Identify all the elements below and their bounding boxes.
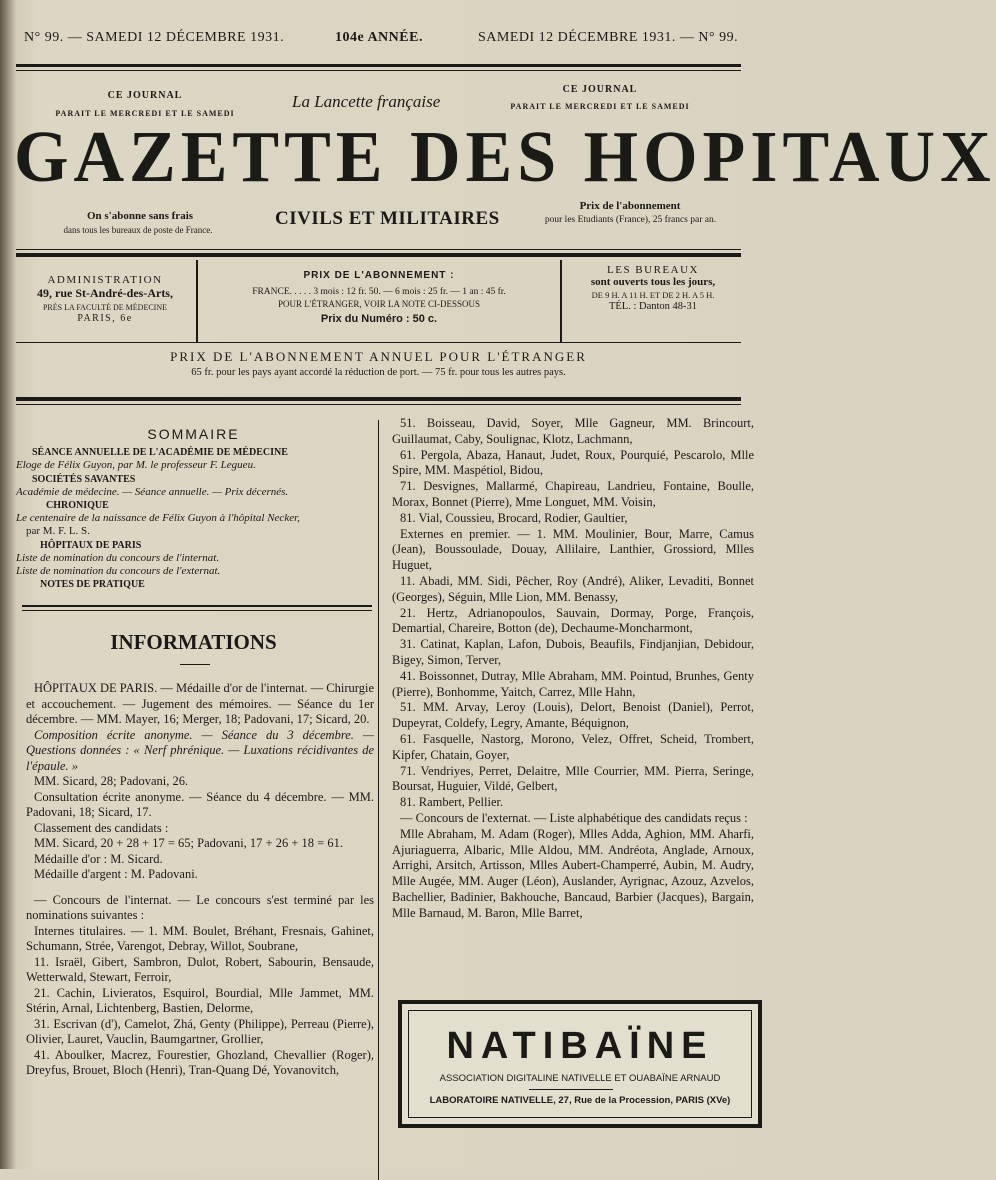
etranger-line: 65 fr. pour les pays ayant accordé la réduction de port. — 75 fr. pour tous les autres pays. (191, 367, 566, 378)
box-divider-1 (196, 260, 198, 342)
sommaire-rule (22, 605, 372, 607)
sommaire-l5: CHRONIQUE (46, 500, 109, 512)
issue-line-right: SAMEDI 12 DÉCEMBRE 1931. — N° 99. (478, 30, 739, 45)
masthead-title: GAZETTE DES HOPITAUX (14, 117, 996, 198)
info-right-14: Mlle Abraham, M. Adam (Roger), Mlles Adda, Aghion, MM. Aharfi, Ajuriaguerra, Albaric, Mlle Aldou, MM. Andréota, Anglade, Arnoux, Arrighi, Arsitch, Artisson, Mlles Aubert-Champerré, Aubin, M. Audry, Mlle Augée, MM. Auger (Léon), Auslander, Ayrignac, Azouz, Azvelos, Bachellier, Badinier, Bakhouche, Bancaud, Barbier (Jacques), Bargain, Mlle Barnaud, M. Baron, Mlle Barret, (392, 826, 754, 920)
info-right-3: 81. Vial, Coussieu, Brocard, Rodier, Gaultier, (400, 510, 628, 525)
prix-label: Prix de l'abonnement (579, 200, 681, 212)
info-left-8: — Concours de l'internat. — Le concours s'est terminé par les nominations suivantes : (26, 892, 374, 922)
info-right-10: 61. Fasquelle, Nastorg, Morono, Velez, Offret, Scheid, Trombert, Kipfer, Chatain, Goyer, (392, 731, 754, 762)
admin-line-4: PARIS, 6e (77, 313, 133, 324)
bureaux-line-4: TÉL. : Danton 48-31 (608, 301, 698, 312)
info-left-0: HÔPITAUX DE PARIS. — Médaille d'or de l'internat. — Chirurgie et accouchement. — Jugement des mémoires. — Séance du 1er décembre. — MM. Mayer, 16; Merger, 18; Padovani, 17; Sicard, 20. (26, 681, 374, 726)
bureaux-line-2: sont ouverts tous les jours, (590, 276, 716, 288)
right-notice-2: PARAIT LE MERCREDI ET LE SAMEDI (510, 102, 690, 111)
etranger-rule (16, 397, 741, 401)
info-right-1: 61. Pergola, Abaza, Hanaut, Judet, Roux, Pourquié, Pescarolo, Mlle Spire, MM. Maspétiol, Bidou, (392, 447, 754, 478)
info-right-11: 71. Vendriyes, Perret, Delaitre, Mlle Courrier, MM. Pierra, Seringe, Boursat, Huguier, Vildé, Gelbert, (392, 763, 754, 794)
info-right-2: 71. Desvignes, Mallarmé, Chapireau, Landrieu, Fontaine, Boulle, Morax, Bonnet (Pierre), Mme Longuet, MM. Voisin, (392, 479, 754, 509)
info-left-1: Composition écrite anonyme. — Séance du 3 décembre. — Questions données : « Nerf phrénique. — Luxations récidivantes de l'épaule. » (26, 727, 374, 773)
info-right-4: Externes en premier. — 1. MM. Moulinier, Bour, Marre, Camus (Jean), Boussoulade, Douay, Allilaire, Lanthier, Grossiord, Mlles Huguet, (392, 526, 754, 573)
info-left-3: Consultation écrite anonyme. — Séance du 4 décembre. — MM. Padovani, 18; Sicard, 17. (26, 789, 374, 819)
etranger-rule-thin (16, 404, 741, 405)
prix-etranger-note: POUR L'ÉTRANGER, VOIR LA NOTE CI-DESSOUS (278, 299, 480, 309)
advert-line-2: LABORATOIRE NATIVELLE, 27, Rue de la Procession, PARIS (XVe) (429, 1095, 731, 1106)
info-right-7: 31. Catinat, Kaplan, Lafon, Dubois, Beaufils, Findjanjian, Debidour, Bigey, Simon, Terver, (392, 637, 754, 667)
sommaire-l11: NOTES DE PRATIQUE (40, 579, 145, 591)
box-rule (16, 342, 741, 343)
info-right-9: 51. MM. Arvay, Leroy (Louis), Delort, Benoist (Daniel), Perrot, Dupeyrat, Coldefy, Legry, Amante, Béquignon, (392, 700, 754, 731)
issue-year: 104e ANNÉE. (335, 30, 423, 45)
top-rule (16, 64, 741, 67)
sommaire-l1: SÉANCE ANNUELLE DE L'ACADÉMIE DE MÉDECINE (32, 447, 288, 459)
info-left-13: 41. Aboulker, Macrez, Fourestier, Ghozland, Chevallier (Roger), Dreyfus, Brouet, Bloch (Henri), Tran-Quang Dé, Yovanovitch, (26, 1047, 374, 1077)
header-subtitle: La Lancette française (292, 92, 441, 111)
sommaire-l4: Académie de médecine. — Séance annuelle. — Prix décernés. (16, 485, 289, 498)
top-rule-thin (16, 70, 741, 71)
abonne-line-1: On s'abonne sans frais (86, 210, 194, 222)
prix-box (200, 262, 558, 340)
bureaux-box (564, 262, 742, 340)
informations-title: INFORMATIONS (110, 630, 277, 654)
admin-line-3: PRÈS LA FACULTÉ DE MÉDECINE (42, 303, 167, 312)
sommaire-title: SOMMAIRE (147, 426, 240, 442)
admin-line-1: ADMINISTRATION (47, 274, 163, 286)
box-divider-2 (560, 260, 562, 342)
info-right-6: 21. Hertz, Adrianopoulos, Sauvain, Dormay, Porge, François, Demartial, Chareire, Botton (de), Dechaume-Moncharmont, (392, 605, 754, 636)
header-rule-thin (16, 249, 741, 250)
info-left-10: 11. Israël, Gibert, Sambron, Dulot, Robert, Sabourin, Bensaude, Wetterwald, Stewart, Ferroir, (26, 954, 374, 984)
sommaire-l6: Le centenaire de la naissance de Félix Guyon à l'hôpital Necker, (16, 512, 300, 525)
bureaux-line-1: LES BUREAUX (607, 264, 699, 276)
issue-line-left: N° 99. — SAMEDI 12 DÉCEMBRE 1931. (24, 30, 285, 45)
bureaux-line-3: DE 9 H. A 11 H. ET DE 2 H. A 5 H. (591, 290, 715, 300)
informations-left-column (26, 681, 374, 1079)
info-right-13: — Concours de l'externat. — Liste alphabétique des candidats reçus : (400, 810, 748, 825)
info-left-11: 21. Cachin, Livieratos, Esquirol, Bourdial, Mlle Jammet, MM. Stérin, Arnal, Lichtenberg, Bastien, Delorme, (26, 985, 374, 1015)
info-right-0: 51. Boisseau, David, Soyer, Mlle Gagneur, MM. Brincourt, Guillaumat, Caby, Soulignac, Klotz, Lachmann, (392, 416, 754, 446)
admin-line-2: 49, rue St-André-des-Arts, (37, 286, 173, 300)
sommaire-rule-thin (22, 610, 372, 611)
etranger-title: PRIX DE L'ABONNEMENT ANNUEL POUR L'ÉTRANGER (170, 349, 587, 364)
left-notice-2: PARAIT LE MERCREDI ET LE SAMEDI (55, 109, 235, 118)
abonne-line-2: dans tous les bureaux de poste de France. (63, 225, 213, 235)
sommaire-l10: Liste de nomination du concours de l'externat. (16, 565, 221, 578)
info-right-8: 41. Boissonnet, Dutray, Mlle Abraham, MM. Pointud, Brunhes, Genty (Pierre), Bonhomme, Yaitch, Carrez, Mlle Hahn, (392, 668, 754, 699)
sommaire-l8: HÔPITAUX DE PARIS (40, 539, 142, 551)
info-left-9: Internes titulaires. — 1. MM. Boulet, Bréhant, Fresnais, Gahinet, Schumann, Strée, Varengot, Debray, Willot, Soubrane, (26, 923, 374, 953)
advert-brand: NATIBAÏNE (446, 1025, 714, 1067)
info-left-12: 31. Escrivan (d'), Camelot, Zhá, Genty (Philippe), Perreau (Pierre), Olivier, Lauret, Vauclin, Baumgartner, Grollier, (26, 1016, 374, 1046)
natibaine-advert (398, 1000, 762, 1128)
column-divider (378, 420, 379, 1180)
sommaire-l3: SOCIÉTÉS SAVANTES (32, 473, 136, 485)
info-left-5: MM. Sicard, 20 + 28 + 17 = 65; Padovani, 17 + 26 + 18 = 61. (34, 836, 343, 850)
civils-militaires: CIVILS ET MILITAIRES (275, 208, 500, 229)
left-notice-1: CE JOURNAL (107, 90, 183, 101)
header-rule (16, 253, 741, 257)
advert-line-1: ASSOCIATION DIGITALINE NATIVELLE ET OUABAÏNE ARNAUD (439, 1073, 721, 1084)
info-left-4: Classement des candidats : (34, 820, 169, 835)
advert-rule (529, 1089, 613, 1090)
info-right-12: 81. Rambert, Pellier. (400, 795, 504, 810)
prix-title: PRIX DE L'ABONNEMENT : (303, 270, 455, 281)
prix-numero: Prix du Numéro : 50 c. (320, 313, 438, 325)
info-left-2: MM. Sicard, 28; Padovani, 26. (34, 774, 189, 788)
sommaire-l7: par M. F. L. S. (26, 525, 90, 538)
advert-frame (408, 1010, 752, 1118)
informations-dash (180, 664, 210, 665)
prix-france: FRANCE. . . . . 3 mois : 12 fr. 50. — 6 mois : 25 fr. — 1 an : 45 fr. (252, 287, 506, 297)
sommaire (16, 428, 371, 591)
admin-box (16, 262, 194, 340)
informations-right-column (392, 416, 754, 922)
info-right-5: 11. Abadi, MM. Sidi, Pêcher, Roy (André), Aliker, Levaditi, Bonnet (Georges), Séguin, Mlle Lion, MM. Benassy, (392, 573, 754, 604)
info-left-7: Médaille d'argent : M. Padovani. (34, 867, 198, 881)
sommaire-l9: Liste de nomination du concours de l'internat. (16, 551, 220, 564)
info-left-6: Médaille d'or : M. Sicard. (34, 851, 163, 866)
prix-etudiants: pour les Etudiants (France), 25 francs par an. (544, 215, 717, 225)
right-notice-1: CE JOURNAL (562, 84, 638, 95)
sommaire-l2: Eloge de Félix Guyon, par M. le professeur F. Legueu. (16, 459, 256, 472)
